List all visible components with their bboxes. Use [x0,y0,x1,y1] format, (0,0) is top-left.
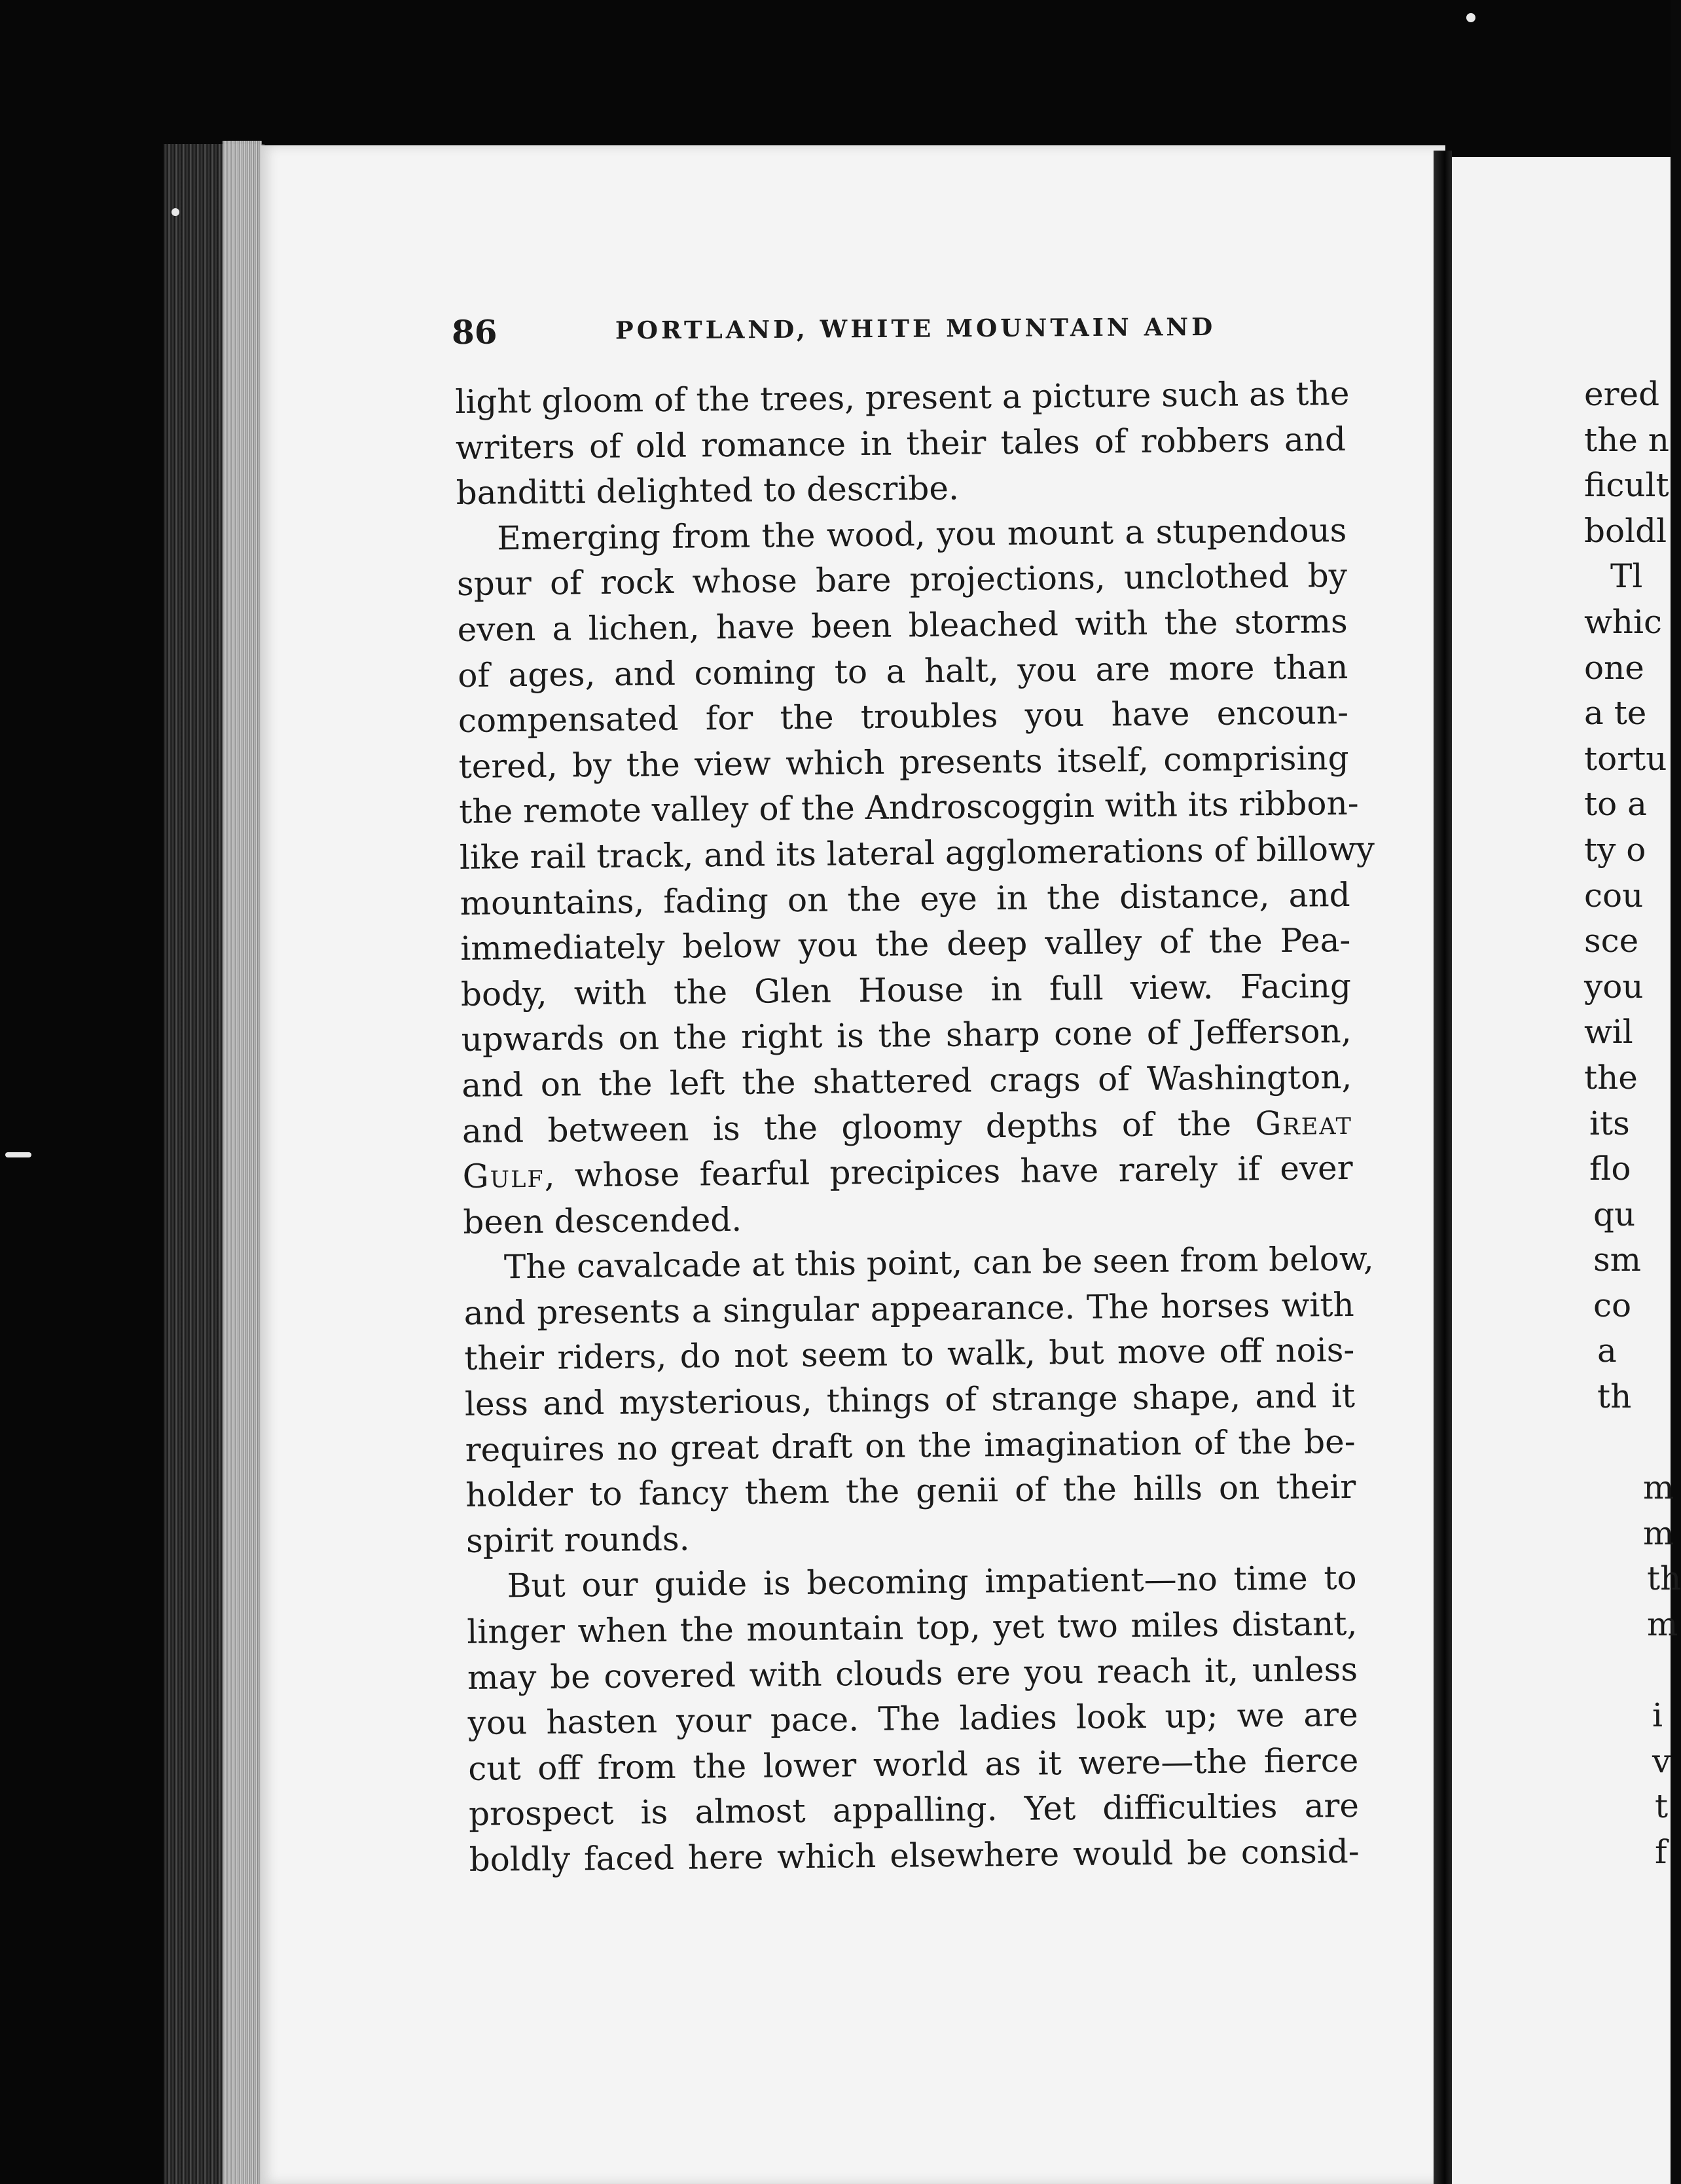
text-line-fragment: ered [1584,375,1660,413]
small-caps-word: Gulf [462,1156,545,1196]
text-line-fragment: m [1643,1468,1674,1507]
text-line-fragment: sm [1593,1241,1642,1279]
text-line-fragment: the n [1584,420,1669,459]
text-fragment: , whose fearful precipices have rarely if ever [544,1148,1353,1195]
running-head: PORTLAND, WHITE MOUNTAIN AND [615,312,1216,345]
text-line: may be covered with clouds ere you reach it, unless [467,1650,1358,1697]
text-line: less and mysterious, things of strange shape, and it [464,1376,1356,1423]
text-line-fragment: flo [1589,1150,1631,1188]
scan-speck [172,208,179,216]
text-line: compensated for the troubles you have encoun- [458,693,1349,740]
text-line-fragment: boldl [1584,511,1667,550]
small-caps-word: Great [1255,1103,1353,1142]
text-line-fragment: its [1589,1104,1630,1142]
text-line-fragment: m [1643,1514,1674,1552]
text-line: prospect is almost appalling. Yet difficulties are [468,1787,1360,1834]
text-line: and on the left the shattered crags of Washington, [461,1057,1352,1104]
text-line-fragment [1584,1648,1676,1694]
text-line: holder to fancy them the genii of the hills on their [465,1468,1356,1515]
scan-speck [1466,13,1475,22]
text-line: body, with the Glen House in full view. Facing [460,966,1352,1013]
page-edge-highlight [223,141,262,2184]
text-line: their riders, do not seem to walk, but move off nois- [464,1331,1355,1378]
text-line-fragment: v [1652,1741,1671,1780]
text-line: spur of rock whose bare projections, unclothed by [456,556,1348,604]
text-line: boldly faced here which elsewhere would be consid- [469,1832,1360,1879]
text-line: even a lichen, have been bleached with the storms [457,602,1348,649]
text-line-fragment: ty o [1584,830,1646,869]
book-gutter [1434,151,1452,2184]
text-line-fragment: you [1584,967,1644,1006]
text-line-fragment: th [1647,1559,1681,1598]
body-text [455,371,1375,1884]
text-line-fragment: th [1597,1377,1632,1416]
text-line-fragment: a te [1584,694,1647,733]
text-line: banditti delighted to describe. [456,469,960,513]
text-line: mountains, fading on the eye in the distance, and [460,875,1350,922]
text-line: tered, by the view which presents itself, comprising [458,738,1349,786]
page-number: 86 [451,312,497,352]
text-line-fragment: to a [1584,785,1647,824]
text-line: cut off from the lower world as it were—the fierce [468,1741,1359,1788]
text-line: you hasten your pace. The ladies look up; we are [467,1696,1358,1743]
text-line: been descended. [463,1200,742,1241]
text-line-with-small-caps [462,1146,1353,1200]
text-line: requires no great draft on the imagination of the be- [465,1422,1356,1469]
text-fragment: and between is the gloomy depths of the [461,1104,1232,1150]
text-line-fragment: m [1647,1605,1678,1644]
text-line-fragment: tortu [1584,739,1667,778]
text-line-fragment: the [1584,1058,1638,1097]
text-line: immediately below you the deep valley of the Pea- [460,921,1351,968]
text-line: writers of old romance in their tales of robbers and [455,420,1347,467]
text-line-fragment: f [1655,1833,1667,1871]
text-line-fragment: ficult [1584,466,1669,505]
text-line: linger when the mountain top, yet two miles distant, [467,1604,1358,1651]
text-line-fragment: cou [1584,876,1644,915]
text-line: The cavalcade at this point, can be seen from below, [503,1239,1374,1286]
text-line: the remote valley of the Androscoggin with its ribbon- [459,784,1359,831]
text-line-fragment: wil [1584,1013,1633,1051]
text-line: upwards on the right is the sharp cone of Jefferson, [461,1012,1352,1059]
page-header [452,308,1329,359]
text-line: But our guide is becoming impatient—no time to [507,1559,1357,1605]
text-line-fragment: i [1652,1696,1663,1735]
text-line: and presents a singular appearance. The horses with [463,1285,1354,1332]
text-line-fragment: whic [1584,602,1662,641]
text-line: like rail track, and its lateral agglomerations of billowy [459,829,1375,877]
text-line-with-small-caps [462,1100,1353,1154]
text-line: Emerging from the wood, you mount a stupendous [497,511,1347,558]
text-line-fragment: one [1584,648,1644,687]
text-line-fragment [1584,1420,1676,1466]
right-page-text-fragments [1584,372,1681,1876]
text-line-fragment: a [1597,1332,1617,1370]
text-line: spirit rounds. [465,1520,690,1560]
text-line-fragment: sce [1584,922,1639,960]
text-line: of ages, and coming to a halt, you are more than [458,647,1348,695]
text-line-fragment: qu [1593,1195,1636,1233]
scan-speck [5,1152,31,1157]
text-line-fragment: Tl [1610,557,1643,596]
text-line-fragment: co [1593,1286,1632,1324]
text-line-fragment: t [1655,1787,1669,1826]
text-line: light gloom of the trees, present a picture such as the [455,374,1350,421]
